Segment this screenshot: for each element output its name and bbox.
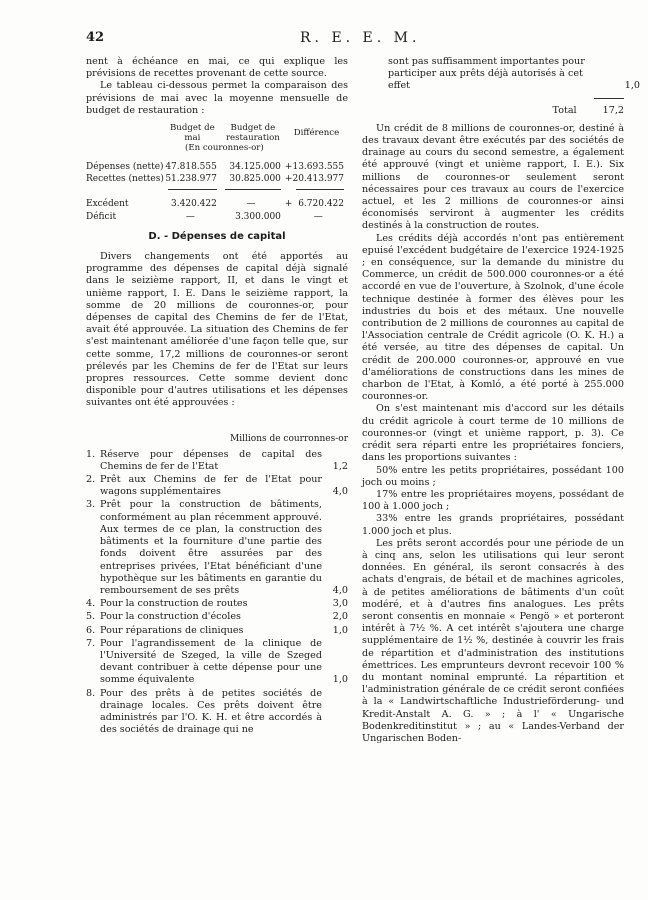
left-column: [86, 56, 348, 737]
intro-continuation: nent à échéance en mai, ce qui explique les prévisions de recettes provenant de cette source.: [86, 56, 348, 80]
table-rule: [86, 185, 348, 198]
proportion-item: 50% entre les petits propriétaires, possédant 100 joch ou moins ;: [362, 464, 624, 488]
proportion-item: 33% entre les grands propriétaires, possédant 1.000 joch et plus.: [362, 513, 624, 537]
list-item: 5. Pour la construction d'écoles 2,0: [86, 611, 348, 623]
paragraph: Les prêts seront accordés pour une période de un à cinq ans, selon les utilisations qui leur seront données. En général, ils seront consacrés à des achats d'engrais, de bétail et de machines agricoles, à de petites améliorations de bâtiments d'un coût modéré, et à d'autres fins analogues. Les prêts seront consentis en monnaie « Pengö » et porteront intérêt à 7½ %. A cet intérêt s'ajoutera une charge supplémentaire de 1½ %, destinée à couvrir les frais de répartition et d'administration des institutions émettrices. Les emprunteurs devront recevoir 100 % du montant nominal emprunté. La répartition et l'administration générale de ce crédit seront confiées à la « Landwirtschaftliche Industrieförderung- und Kredit-Anstalt A. G. » ; à l' « Ungarische Bodenkreditinstitut » ; au « Landes-Verband der Ungarischen Boden-: [362, 537, 624, 744]
page-header: [0, 30, 648, 50]
right-column: [362, 56, 640, 745]
col-budget-mai: Budget de mai: [169, 123, 215, 144]
table-row: Dépenses (nette) 47.818.555 34.125.000 + 13.693.555: [86, 162, 344, 173]
col-budget-restauration: Budget de restauration: [225, 123, 280, 144]
budget-comparison-table: [86, 123, 348, 223]
running-title: R. E. E. M.: [300, 30, 421, 46]
total-value: 17,2: [602, 104, 624, 116]
section-title: D. - Dépenses de capital: [148, 230, 286, 242]
page-number: 42: [86, 30, 105, 45]
total-rule: [594, 98, 624, 99]
list-item: 1. Réserve pour dépenses de capital des Chemins de fer de l'Etat 1,2: [86, 448, 348, 472]
list-item: 8. Pour des prêts à de petites sociétés de drainage locales. Ces prêts doivent être administrés par l'O. K. H. et être accordés à des sociétés de drainage qui ne: [86, 687, 322, 736]
list-item: 3. Prêt pour la construction de bâtiments, conformément au plan récemment approuvé. Aux termes de ce plan, la construction des bâtiments et la fourniture d'une partie des fonds doivent être assurées par des entreprises privées, l'Etat bénéficiant d'une hypothèque sur les bâtiments en garantie du remboursement de ses prêts 4,0: [86, 499, 348, 596]
table-row: Recettes (nettes) 51.238.977 30.825.000 + 20.413.977: [86, 174, 344, 185]
total-row: [362, 105, 624, 117]
list-item: 7. Pour l'agrandissement de la clinique de l'Université de Szeged, la ville de Szeged devant contribuer à cette dépense pour une somme équivalente 1,0: [86, 637, 348, 686]
total-label: Total: [552, 104, 577, 116]
intro-paragraph: Le tableau ci-dessous permet la comparaison des prévisions de mai avec la moyenne mensuelle de budget de restauration :: [86, 80, 348, 116]
millions-column-header: Millions de courronnes-or: [230, 433, 348, 444]
proportion-item: 17% entre les propriétaires moyens, possédant de 100 à 1.000 joch ;: [362, 488, 624, 513]
list-item-continuation: sont pas suffisamment importantes pour participer aux prêts déjà autorisés à cet effet 1,0: [388, 56, 640, 92]
list-item: 4. Pour la construction de routes 3,0: [86, 598, 348, 610]
units-caption: (En couronnes-or): [184, 143, 264, 154]
table-row: Excédent 3.420.422 — + 6.720.422: [86, 199, 344, 210]
paragraph: Les crédits déjà accordés n'ont pas entièrement epuisé l'excédent budgétaire de l'exercice 1924-1925 ; en conséquence, sur la demande du ministre du Commerce, un crédit de 500.000 couronnes-or a été accordé en vue de l'ouverture, à Szolnok, d'une école technique destinée à former des élèves pour les industries du bois et des métaux. Une nouvelle contribution de 2 millions de couronnes au capital de l'Association centrale de Crédit agricole (O. K. H.) a été versée, au titre des dépenses de capital. Un crédit de 200.000 couronnes-or, approuvé en vue d'améliorations de constructions dans les mines de charbon de l'Etat, à Komló, a été porté à 255.000 couronnes-or.: [362, 232, 624, 403]
table-row: Déficit — 3.300.000 —: [86, 211, 323, 222]
paragraph: On s'est maintenant mis d'accord sur les détails du crédit agricole à court terme de 10 millions de couronnes-or (vingt et unième rapport, p. 3). Ce crédit sera réparti entre les propriétaires fonciers, dans les proportions suivantes :: [362, 403, 624, 464]
item-8-value: 1,0: [624, 80, 640, 92]
expenditure-list: [86, 449, 348, 737]
section-paragraph: Divers changements ont été apportés au programme des dépenses de capital déjà signalé dans le seizième rapport, II, et dans le vingt et unième rapport, I. E. Dans le seizième rapport, la somme de 20 millions de couronnes-or, pour dépenses de capital des Chemins de fer de l'Etat, avait été approuvée. La situation des Chemins de fer s'est maintenant améliorée d'une façon telle que, sur cette somme, 17,2 millions de couronnes-or seront prélevés par les Chemins de fer de l'Etat sur leurs propres ressources. Cette somme devient donc disponible pour d'autres utilisations et les dépenses suivantes ont été approuvées :: [86, 251, 348, 409]
list-item: 2. Prêt aux Chemins de fer de l'Etat pour wagons supplémentaires 4,0: [86, 474, 348, 498]
list-item: 6. Pour réparations de cliniques 1,0: [86, 624, 348, 636]
paragraph: Un crédit de 8 millions de couronnes-or, destiné à des travaux devant être exécutés par des sociétés de drainage au cours du second semestre, a également été approuvé (vingt et unième rapport, I. E.). Six millions de couronnes-or seulement seront nécessaires pour ces travaux au cours de l'exercice actuel, et les 2 millions de couronnes-or ainsi économisés serviront à augmenter les crédits destinés à la construction de routes.: [362, 122, 624, 232]
col-difference: Différence: [293, 128, 340, 139]
